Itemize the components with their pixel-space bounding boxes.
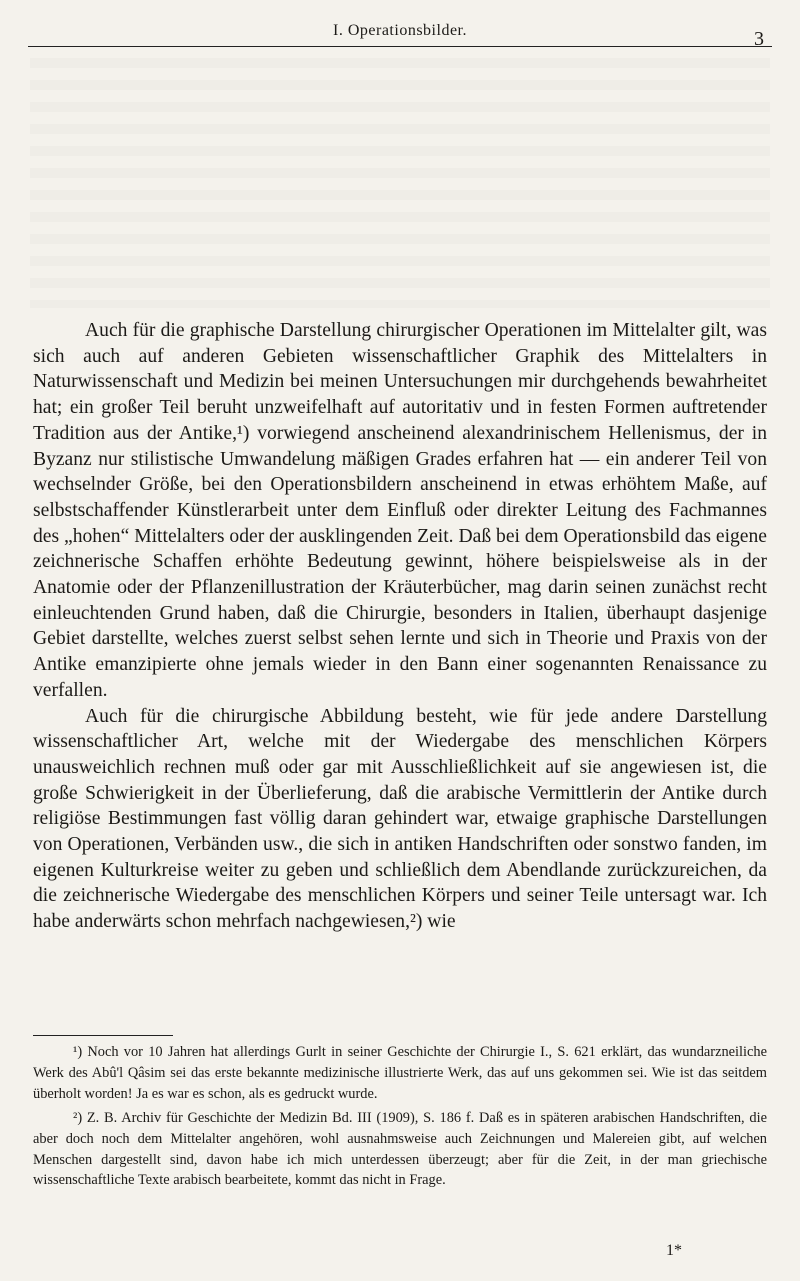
footnotes xyxy=(33,1042,767,1194)
paragraph-1: Auch für die graphische Darstellung chirurgischer Operationen im Mittelalter gilt, was sich auch auf anderen Gebieten wissenschaftlicher Graphik des Mittelalters in Naturwissenschaft und Medizin bei meinen Untersuchungen mir durchgehends bewahrheitet hat; ein großer Teil beruht unzweifelhaft auf autoritativ und in festen Formen auftretender Tradition aus der Antike,¹) vorwiegend anscheinend alexandrinischem Hellenismus, der in Byzanz nur stilistische Umwandelung mäßigen Grades erfahren hat — ein anderer Teil von wechselnder Größe, bei den Operationsbildern anscheinend in etwas erhöhtem Maße, auf selbstschaffender Künstlerarbeit unter dem Einfluß oder direkter Leitung des Fachmannes des „hohen“ Mittelalters oder der ausklingenden Zeit. Daß bei dem Operationsbild das eigene zeichnerische Schaffen erhöhte Bedeutung gewinnt, höhere beispielsweise als in der Anatomie oder der Pflanzenillustration der Kräuterbücher, mag darin seinen zunächst recht einleuchtenden Grund haben, daß die Chirurgie, besonders in Italien, überhaupt dasjenige Gebiet darstellte, welches zuerst selbst sehen lernte und sich in Theorie und Praxis von der Antike emanzipierte ohne jemals wieder in den Bann einer sogenannten Renaissance zu verfallen. xyxy=(33,320,767,701)
header-title: I. Operationsbilder. xyxy=(333,22,467,39)
signature-mark: 1* xyxy=(666,1242,682,1259)
show-through-text xyxy=(30,58,770,308)
paragraph-2: Auch für die chirurgische Abbildung besteht, wie für jede andere Darstellung wissenschaftlicher Art, welche mit der Wiedergabe des menschlichen Körpers unausweichlich rechnen muß oder gar mit Ausschließlichkeit auf sie angewiesen ist, die große Schwierigkeit in der Überlieferung, daß die arabische Vermittlerin der Antike durch religiöse Bestimmungen fast völlig daran gehindert war, etwaige graphische Darstellungen von Operationen, Verbänden usw., die sich in antiken Handschriften oder sonstwo fanden, im eigenen Kulturkreise weiter zu geben und schließlich dem Abendlande zurückzureichen, da die zeichnerische Wiedergabe des menschlichen Körpers und seiner Teile untersagt war. Ich habe anderwärts schon mehrfach nachgewiesen,²) wie xyxy=(33,705,767,933)
footnote-2: ²) Z. B. Archiv für Geschichte der Medizin Bd. III (1909), S. 186 f. Daß es in späteren arabischen Handschriften, die aber doch noch dem Mittelalter angehören, wohl ausnahmsweise auch Zeichnungen und Malereien gibt, auf welchen Menschen dargestellt sind, davon habe ich mich unterdessen überzeugt; aber für die Zeit, in der man griechische wissenschaftliche Texte arabisch bearbeitete, kommt das nicht in Frage. xyxy=(33,1109,767,1189)
running-header xyxy=(28,18,772,48)
footnote-rule xyxy=(33,1035,173,1036)
footnote-1: ¹) Noch vor 10 Jahren hat allerdings Gurlt in seiner Geschichte der Chirurgie I., S. 621 erklärt, das wundarzneiliche Werk des Abû'l Qâsim sei das erste bekannte medizinische illustrierte Werk, das auf uns gekommen sei. Wie ist das seitdem überholt worden! Ja es war es schon, als es gedruckt wurde. xyxy=(33,1044,767,1102)
header-rule xyxy=(28,46,772,47)
page-number: 3 xyxy=(754,28,764,50)
main-text xyxy=(33,318,767,935)
